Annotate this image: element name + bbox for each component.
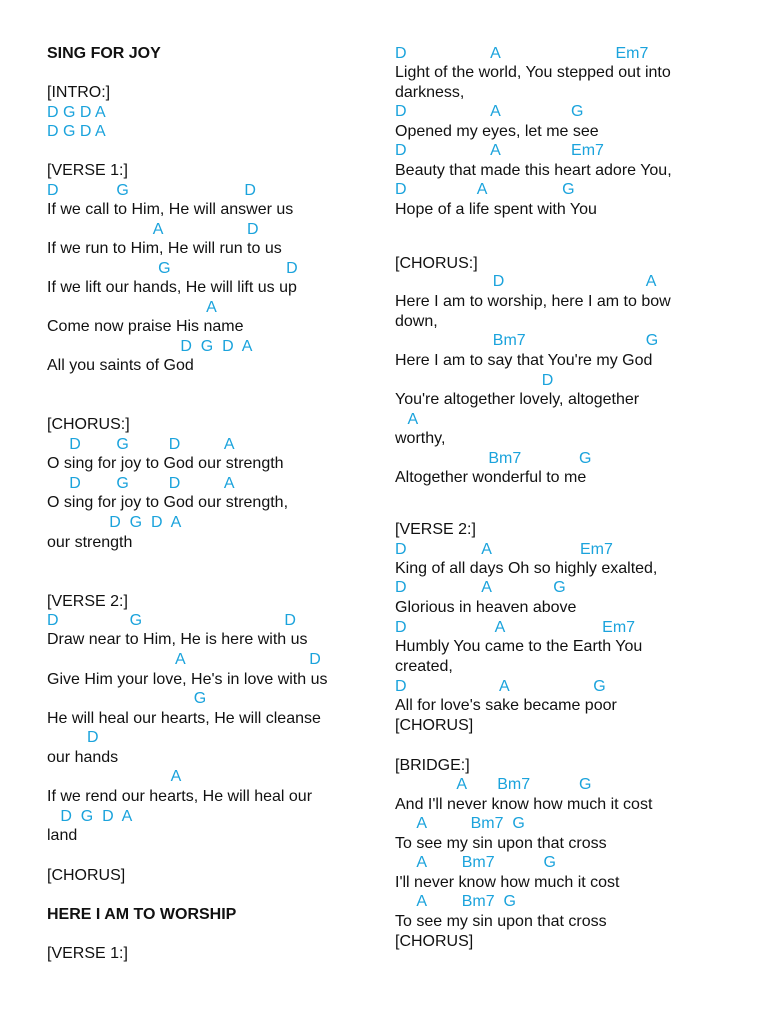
chord-line: D A G bbox=[395, 103, 584, 120]
lyric-line: He will heal our hearts, He will cleanse bbox=[47, 710, 321, 727]
chord-line: A D bbox=[47, 221, 259, 238]
lyric-line: created, bbox=[395, 658, 453, 675]
chord-line: D G D A bbox=[47, 338, 253, 355]
lyric-line: Humbly You came to the Earth You bbox=[395, 638, 643, 655]
chord-line: D A Em7 bbox=[395, 45, 649, 62]
lyric-line: [INTRO:] bbox=[47, 84, 111, 101]
chord-line: D G D bbox=[47, 182, 256, 199]
lyric-line: [CHORUS] bbox=[47, 867, 126, 884]
chord-line: A Bm7 G bbox=[395, 893, 516, 910]
chord-line: D G D A bbox=[47, 514, 182, 531]
lyric-line: [VERSE 1:] bbox=[47, 945, 128, 962]
lyric-line: [CHORUS:] bbox=[395, 255, 478, 272]
lyric-line: If we rend our hearts, He will heal our bbox=[47, 788, 313, 805]
lyric-line: [VERSE 2:] bbox=[47, 593, 128, 610]
lyric-line: [CHORUS] bbox=[395, 933, 474, 950]
lyric-line: And I'll never know how much it cost bbox=[395, 796, 653, 813]
lyric-line: Give Him your love, He's in love with us bbox=[47, 671, 328, 688]
lyric-line: To see my sin upon that cross bbox=[395, 835, 607, 852]
lyric-line: Here I am to worship, here I am to bow bbox=[395, 293, 671, 310]
lyric-line: O sing for joy to God our strength, bbox=[47, 494, 289, 511]
chord-line: D A Em7 bbox=[395, 142, 604, 159]
lyric-line: Here I am to say that You're my God bbox=[395, 352, 653, 369]
chord-line: D A G bbox=[395, 181, 575, 198]
chord-line: A Bm7 G bbox=[395, 854, 556, 871]
lyric-line: darkness, bbox=[395, 84, 465, 101]
chord-line: D A G bbox=[395, 678, 606, 695]
lyric-line: All for love's sake became poor bbox=[395, 697, 617, 714]
lyric-line: worthy, bbox=[395, 430, 446, 447]
chord-line: A bbox=[47, 299, 217, 316]
chord-line: A bbox=[47, 768, 182, 785]
lyric-line: If we run to Him, He will run to us bbox=[47, 240, 282, 257]
lyric-line: Altogether wonderful to me bbox=[395, 469, 587, 486]
chord-line: D G D A bbox=[47, 104, 106, 121]
lyric-line: To see my sin upon that cross bbox=[395, 913, 607, 930]
chord-line: D A Em7 bbox=[395, 541, 613, 558]
lyric-line: [VERSE 1:] bbox=[47, 162, 128, 179]
chord-line: Bm7 G bbox=[395, 450, 592, 467]
lyric-line: Draw near to Him, He is here with us bbox=[47, 631, 308, 648]
lyric-line: [BRIDGE:] bbox=[395, 757, 470, 774]
chord-line: D G D bbox=[47, 612, 296, 629]
lyric-line: Light of the world, You stepped out into bbox=[395, 64, 671, 81]
chord-line: D G D A bbox=[47, 475, 235, 492]
lyric-line: [VERSE 2:] bbox=[395, 521, 476, 538]
chord-line: G bbox=[47, 690, 207, 707]
chord-line: D G D A bbox=[47, 436, 235, 453]
chord-line: D A Em7 bbox=[395, 619, 636, 636]
chord-line: D A bbox=[395, 273, 657, 290]
chord-line: D bbox=[47, 729, 99, 746]
chord-line: D G D A bbox=[47, 123, 106, 140]
lyric-line: [CHORUS] bbox=[395, 717, 474, 734]
lyric-line: land bbox=[47, 827, 78, 844]
lyric-line: our hands bbox=[47, 749, 119, 766]
lyric-line: Hope of a life spent with You bbox=[395, 201, 597, 218]
chord-line: D A G bbox=[395, 579, 566, 596]
lyric-line: I'll never know how much it cost bbox=[395, 874, 620, 891]
lyric-line: [CHORUS:] bbox=[47, 416, 130, 433]
chord-line: Bm7 G bbox=[395, 332, 659, 349]
song-title: HERE I AM TO WORSHIP bbox=[47, 906, 237, 923]
lyric-line: If we lift our hands, He will lift us up bbox=[47, 279, 297, 296]
lyric-line: Beauty that made this heart adore You, bbox=[395, 162, 672, 179]
lyric-line: O sing for joy to God our strength bbox=[47, 455, 284, 472]
lyric-line: Glorious in heaven above bbox=[395, 599, 577, 616]
chord-line: A Bm7 G bbox=[395, 776, 592, 793]
lyric-line: If we call to Him, He will answer us bbox=[47, 201, 294, 218]
lyric-line: down, bbox=[395, 313, 438, 330]
lyric-line: King of all days Oh so highly exalted, bbox=[395, 560, 658, 577]
lyric-line: You're altogether lovely, altogether bbox=[395, 391, 640, 408]
lyric-line: our strength bbox=[47, 534, 133, 551]
chord-line: A Bm7 G bbox=[395, 815, 525, 832]
lyric-line: Come now praise His name bbox=[47, 318, 244, 335]
lyric-line: Opened my eyes, let me see bbox=[395, 123, 599, 140]
chord-line: A bbox=[395, 411, 419, 428]
lyric-line: All you saints of God bbox=[47, 357, 194, 374]
chord-line: G D bbox=[47, 260, 298, 277]
chord-line: A D bbox=[47, 651, 321, 668]
song-title: SING FOR JOY bbox=[47, 45, 161, 62]
chord-line: D G D A bbox=[47, 808, 133, 825]
chord-line: D bbox=[395, 372, 554, 389]
